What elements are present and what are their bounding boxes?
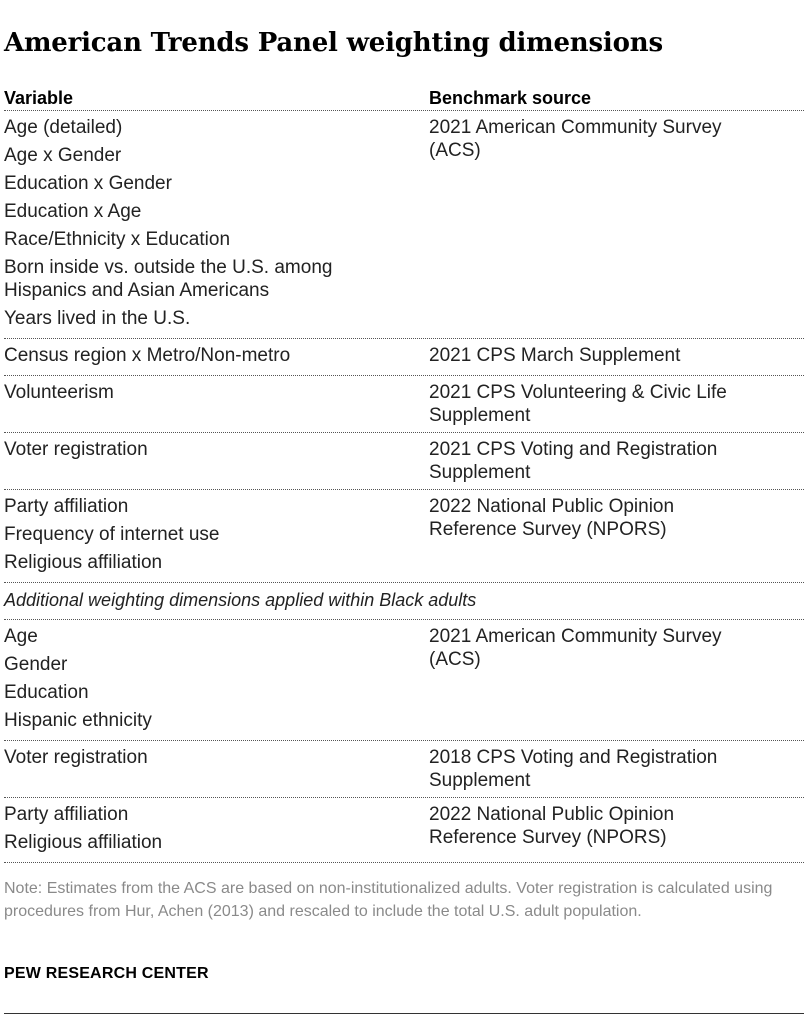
variable-item: Age [4,626,38,647]
table-row [4,490,804,583]
variable-item: Volunteerism [4,382,114,403]
source-cell [429,623,804,735]
source-line: Reference Survey (NPORS) [429,519,667,540]
variable-cell [4,342,429,370]
variable-item: Religious affiliation [4,552,163,573]
table-row [4,741,804,798]
variable-cell [4,379,429,427]
source-line: 2018 CPS Voting and Registration [429,747,718,768]
variable-item: Voter registration [4,747,148,768]
source-line: Supplement [429,405,531,426]
weighting-table [4,86,804,863]
variable-item: Voter registration [4,439,148,460]
source-line: 2022 National Public Opinion [429,804,675,825]
table-row [4,111,804,339]
variable-item: Race/Ethnicity x Education [4,229,231,250]
variable-item: Education x Gender [4,173,172,194]
variable-item: Frequency of internet use [4,524,220,545]
footnote: Note: Estimates from the ACS are based on non-institutionalized adults. Voter registration is calculated using procedures from Hur, Achen (2013) and rescaled to include the total U.S. adult population. [4,880,773,920]
source-line: 2021 CPS March Supplement [429,345,681,366]
variable-cell [4,801,429,857]
variable-item: Party affiliation [4,496,129,517]
source-line: 2021 CPS Volunteering & Civic Life [429,382,727,403]
source-line: Supplement [429,770,531,791]
variable-item: Age (detailed) [4,117,123,138]
source-cell [429,801,804,857]
table-row [4,433,804,490]
source-line: (ACS) [429,140,481,161]
variable-item: Gender [4,654,68,675]
table-row [4,376,804,433]
source-line: 2022 National Public Opinion [429,496,675,517]
variable-cell [4,744,429,792]
variable-item: Hispanic ethnicity [4,710,152,731]
variable-item: Religious affiliation [4,832,163,853]
source-line: (ACS) [429,649,481,670]
source-line: 2021 American Community Survey [429,117,722,138]
header-variable: Variable [4,88,74,108]
section-subheading: Additional weighting dimensions applied within Black adults [4,583,804,620]
page-title: American Trends Panel weighting dimensions [4,28,663,58]
table-row [4,339,804,376]
variable-item: Education [4,682,89,703]
variable-item: Census region x Metro/Non-metro [4,345,291,366]
variable-item: Age x Gender [4,145,122,166]
variable-item: Hispanics and Asian Americans [4,280,270,301]
source-line: Reference Survey (NPORS) [429,827,667,848]
header-benchmark-source: Benchmark source [429,88,592,108]
variable-item: Party affiliation [4,804,129,825]
source-line: Supplement [429,462,531,483]
variable-item: Born inside vs. outside the U.S. among [4,257,333,278]
source-line: 2021 American Community Survey [429,626,722,647]
source-cell [429,744,804,792]
source-line: 2021 CPS Voting and Registration [429,439,718,460]
variable-cell [4,114,429,333]
source-cell [429,342,804,370]
variable-cell [4,623,429,735]
source-credit: PEW RESEARCH CENTER [4,965,209,982]
variable-cell [4,493,429,577]
variable-item: Education x Age [4,201,142,222]
variable-cell [4,436,429,484]
source-cell [429,493,804,577]
source-cell [429,114,804,333]
source-cell [429,436,804,484]
table-header [4,86,804,111]
variable-item: Years lived in the U.S. [4,308,191,329]
source-cell [429,379,804,427]
table-row [4,620,804,741]
table-row [4,798,804,863]
bottom-divider [4,1013,804,1014]
